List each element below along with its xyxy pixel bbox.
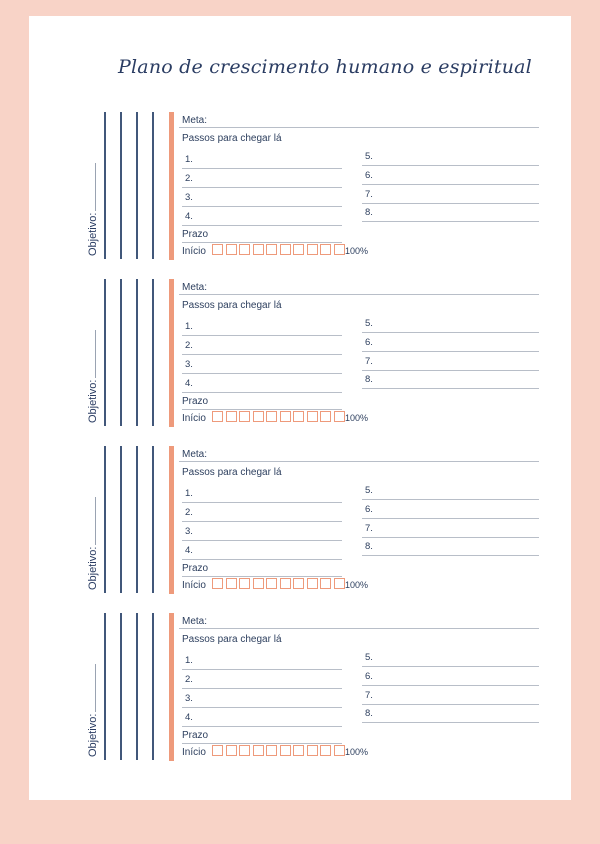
- progress-checkbox[interactable]: [226, 411, 237, 422]
- progress-checkbox[interactable]: [212, 578, 223, 589]
- step-line[interactable]: [362, 332, 539, 352]
- step-line[interactable]: [182, 168, 342, 188]
- progress-checkbox[interactable]: [280, 244, 291, 255]
- objective-writing-line: [95, 163, 96, 211]
- divider-line: [152, 112, 154, 259]
- divider-line: [104, 446, 106, 593]
- progress-checkbox[interactable]: [293, 578, 304, 589]
- progress-checkbox[interactable]: [212, 745, 223, 756]
- objective-field[interactable]: [87, 664, 99, 757]
- goal-block: [29, 112, 571, 266]
- end-percent-label: 100%: [345, 246, 369, 256]
- progress-checkbox[interactable]: [293, 411, 304, 422]
- step-number: 3.: [185, 359, 193, 370]
- accent-bar: [169, 446, 174, 594]
- deadline-writing-line[interactable]: [182, 409, 342, 410]
- step-line[interactable]: [182, 206, 342, 226]
- divider-line: [120, 279, 122, 426]
- step-number: 7.: [365, 189, 373, 200]
- steps-heading: Passos para chegar lá: [182, 634, 282, 645]
- step-line[interactable]: [362, 351, 539, 371]
- meta-label: Meta:: [182, 449, 208, 460]
- progress-checkbox[interactable]: [266, 578, 277, 589]
- progress-checkbox[interactable]: [307, 244, 318, 255]
- step-line[interactable]: [182, 483, 342, 503]
- meta-writing-line[interactable]: [179, 127, 539, 128]
- step-number: 5.: [365, 318, 373, 329]
- progress-checkbox[interactable]: [253, 411, 264, 422]
- step-number: 4.: [185, 712, 193, 723]
- objective-field[interactable]: [87, 330, 99, 423]
- step-number: 8.: [365, 708, 373, 719]
- progress-boxes: [212, 745, 347, 756]
- progress-checkbox[interactable]: [307, 578, 318, 589]
- divider-line: [136, 446, 138, 593]
- start-label: Início: [182, 413, 206, 424]
- step-line[interactable]: [182, 669, 342, 689]
- progress-checkbox[interactable]: [239, 745, 250, 756]
- step-line[interactable]: [362, 202, 539, 222]
- progress-checkbox[interactable]: [334, 745, 345, 756]
- progress-checkbox[interactable]: [334, 411, 345, 422]
- progress-checkbox[interactable]: [253, 578, 264, 589]
- progress-checkbox[interactable]: [280, 578, 291, 589]
- step-line[interactable]: [182, 540, 342, 560]
- step-line[interactable]: [362, 518, 539, 538]
- objective-writing-line: [95, 497, 96, 545]
- end-percent-label: 100%: [345, 580, 369, 590]
- step-line[interactable]: [362, 146, 539, 166]
- step-line[interactable]: [182, 354, 342, 374]
- progress-checkbox[interactable]: [212, 244, 223, 255]
- meta-writing-line[interactable]: [179, 294, 539, 295]
- step-number: 2.: [185, 674, 193, 685]
- step-line[interactable]: [362, 184, 539, 204]
- step-number: 8.: [365, 207, 373, 218]
- objective-writing-line: [95, 330, 96, 378]
- step-line[interactable]: [182, 502, 342, 522]
- divider-line: [120, 112, 122, 259]
- step-number: 2.: [185, 340, 193, 351]
- divider-line: [136, 112, 138, 259]
- steps-heading: Passos para chegar lá: [182, 133, 282, 144]
- progress-checkbox[interactable]: [280, 411, 291, 422]
- steps-heading: Passos para chegar lá: [182, 467, 282, 478]
- progress-checkbox[interactable]: [334, 578, 345, 589]
- progress-checkbox[interactable]: [334, 244, 345, 255]
- progress-checkbox[interactable]: [320, 411, 331, 422]
- divider-line: [152, 279, 154, 426]
- step-line[interactable]: [182, 335, 342, 355]
- step-number: 1.: [185, 488, 193, 499]
- progress-checkbox[interactable]: [226, 578, 237, 589]
- step-number: 1.: [185, 655, 193, 666]
- divider-line: [104, 613, 106, 760]
- meta-label: Meta:: [182, 616, 208, 627]
- deadline-writing-line[interactable]: [182, 242, 342, 243]
- step-number: 8.: [365, 374, 373, 385]
- objective-label: Objetivo:: [87, 379, 99, 423]
- deadline-writing-line[interactable]: [182, 576, 342, 577]
- divider-line: [104, 112, 106, 259]
- step-line[interactable]: [182, 707, 342, 727]
- progress-checkbox[interactable]: [320, 244, 331, 255]
- step-number: 5.: [365, 485, 373, 496]
- objective-writing-line: [95, 664, 96, 712]
- progress-checkbox[interactable]: [239, 578, 250, 589]
- steps-heading: Passos para chegar lá: [182, 300, 282, 311]
- step-line[interactable]: [362, 685, 539, 705]
- progress-checkbox[interactable]: [280, 745, 291, 756]
- step-line[interactable]: [182, 149, 342, 169]
- divider-line: [136, 279, 138, 426]
- progress-checkbox[interactable]: [293, 244, 304, 255]
- start-label: Início: [182, 580, 206, 591]
- step-number: 7.: [365, 690, 373, 701]
- divider-line: [152, 446, 154, 593]
- step-number: 4.: [185, 545, 193, 556]
- objective-label: Objetivo:: [87, 546, 99, 590]
- end-percent-label: 100%: [345, 413, 369, 423]
- step-line[interactable]: [362, 165, 539, 185]
- step-number: 6.: [365, 671, 373, 682]
- meta-writing-line[interactable]: [179, 628, 539, 629]
- planner-sheet: [29, 16, 571, 800]
- step-number: 3.: [185, 526, 193, 537]
- divider-line: [120, 613, 122, 760]
- step-line[interactable]: [362, 647, 539, 667]
- progress-checkbox[interactable]: [226, 244, 237, 255]
- progress-checkbox[interactable]: [253, 745, 264, 756]
- step-number: 6.: [365, 504, 373, 515]
- step-number: 5.: [365, 652, 373, 663]
- progress-checkbox[interactable]: [293, 745, 304, 756]
- deadline-writing-line[interactable]: [182, 743, 342, 744]
- divider-line: [120, 446, 122, 593]
- step-line[interactable]: [362, 666, 539, 686]
- start-label: Início: [182, 246, 206, 257]
- deadline-label: Prazo: [182, 563, 209, 574]
- step-number: 6.: [365, 337, 373, 348]
- goal-block: [29, 613, 571, 767]
- divider-line: [152, 613, 154, 760]
- divider-line: [136, 613, 138, 760]
- progress-checkbox[interactable]: [307, 411, 318, 422]
- step-line[interactable]: [362, 480, 539, 500]
- step-number: 1.: [185, 321, 193, 332]
- deadline-label: Prazo: [182, 229, 209, 240]
- progress-boxes: [212, 411, 347, 422]
- accent-bar: [169, 279, 174, 427]
- step-line[interactable]: [362, 313, 539, 333]
- progress-checkbox[interactable]: [239, 244, 250, 255]
- step-line[interactable]: [182, 688, 342, 708]
- step-number: 4.: [185, 211, 193, 222]
- start-label: Início: [182, 747, 206, 758]
- step-line[interactable]: [182, 187, 342, 207]
- accent-bar: [169, 613, 174, 761]
- progress-checkbox[interactable]: [266, 244, 277, 255]
- step-number: 2.: [185, 507, 193, 518]
- meta-writing-line[interactable]: [179, 461, 539, 462]
- page-title: Plano de crescimento humano e espiritual: [118, 56, 532, 78]
- step-number: 8.: [365, 541, 373, 552]
- deadline-label: Prazo: [182, 396, 209, 407]
- step-line[interactable]: [362, 703, 539, 723]
- step-line[interactable]: [182, 316, 342, 336]
- step-line[interactable]: [362, 536, 539, 556]
- meta-label: Meta:: [182, 282, 208, 293]
- step-number: 7.: [365, 356, 373, 367]
- progress-checkbox[interactable]: [266, 745, 277, 756]
- step-line[interactable]: [182, 373, 342, 393]
- objective-label: Objetivo:: [87, 212, 99, 256]
- progress-checkbox[interactable]: [307, 745, 318, 756]
- step-number: 6.: [365, 170, 373, 181]
- progress-checkbox[interactable]: [266, 411, 277, 422]
- objective-field[interactable]: [87, 497, 99, 590]
- accent-bar: [169, 112, 174, 260]
- goal-block: [29, 279, 571, 433]
- step-line[interactable]: [182, 521, 342, 541]
- step-number: 5.: [365, 151, 373, 162]
- meta-label: Meta:: [182, 115, 208, 126]
- step-number: 2.: [185, 173, 193, 184]
- step-number: 4.: [185, 378, 193, 389]
- step-number: 1.: [185, 154, 193, 165]
- progress-checkbox[interactable]: [226, 745, 237, 756]
- deadline-label: Prazo: [182, 730, 209, 741]
- step-number: 3.: [185, 693, 193, 704]
- divider-line: [104, 279, 106, 426]
- step-line[interactable]: [362, 499, 539, 519]
- progress-boxes: [212, 244, 347, 255]
- progress-checkbox[interactable]: [212, 411, 223, 422]
- progress-checkbox[interactable]: [239, 411, 250, 422]
- objective-field[interactable]: [87, 163, 99, 256]
- progress-checkbox[interactable]: [320, 745, 331, 756]
- step-line[interactable]: [362, 369, 539, 389]
- objective-label: Objetivo:: [87, 713, 99, 757]
- step-number: 3.: [185, 192, 193, 203]
- goal-block: [29, 446, 571, 600]
- progress-checkbox[interactable]: [320, 578, 331, 589]
- step-number: 7.: [365, 523, 373, 534]
- progress-boxes: [212, 578, 347, 589]
- step-line[interactable]: [182, 650, 342, 670]
- progress-checkbox[interactable]: [253, 244, 264, 255]
- end-percent-label: 100%: [345, 747, 369, 757]
